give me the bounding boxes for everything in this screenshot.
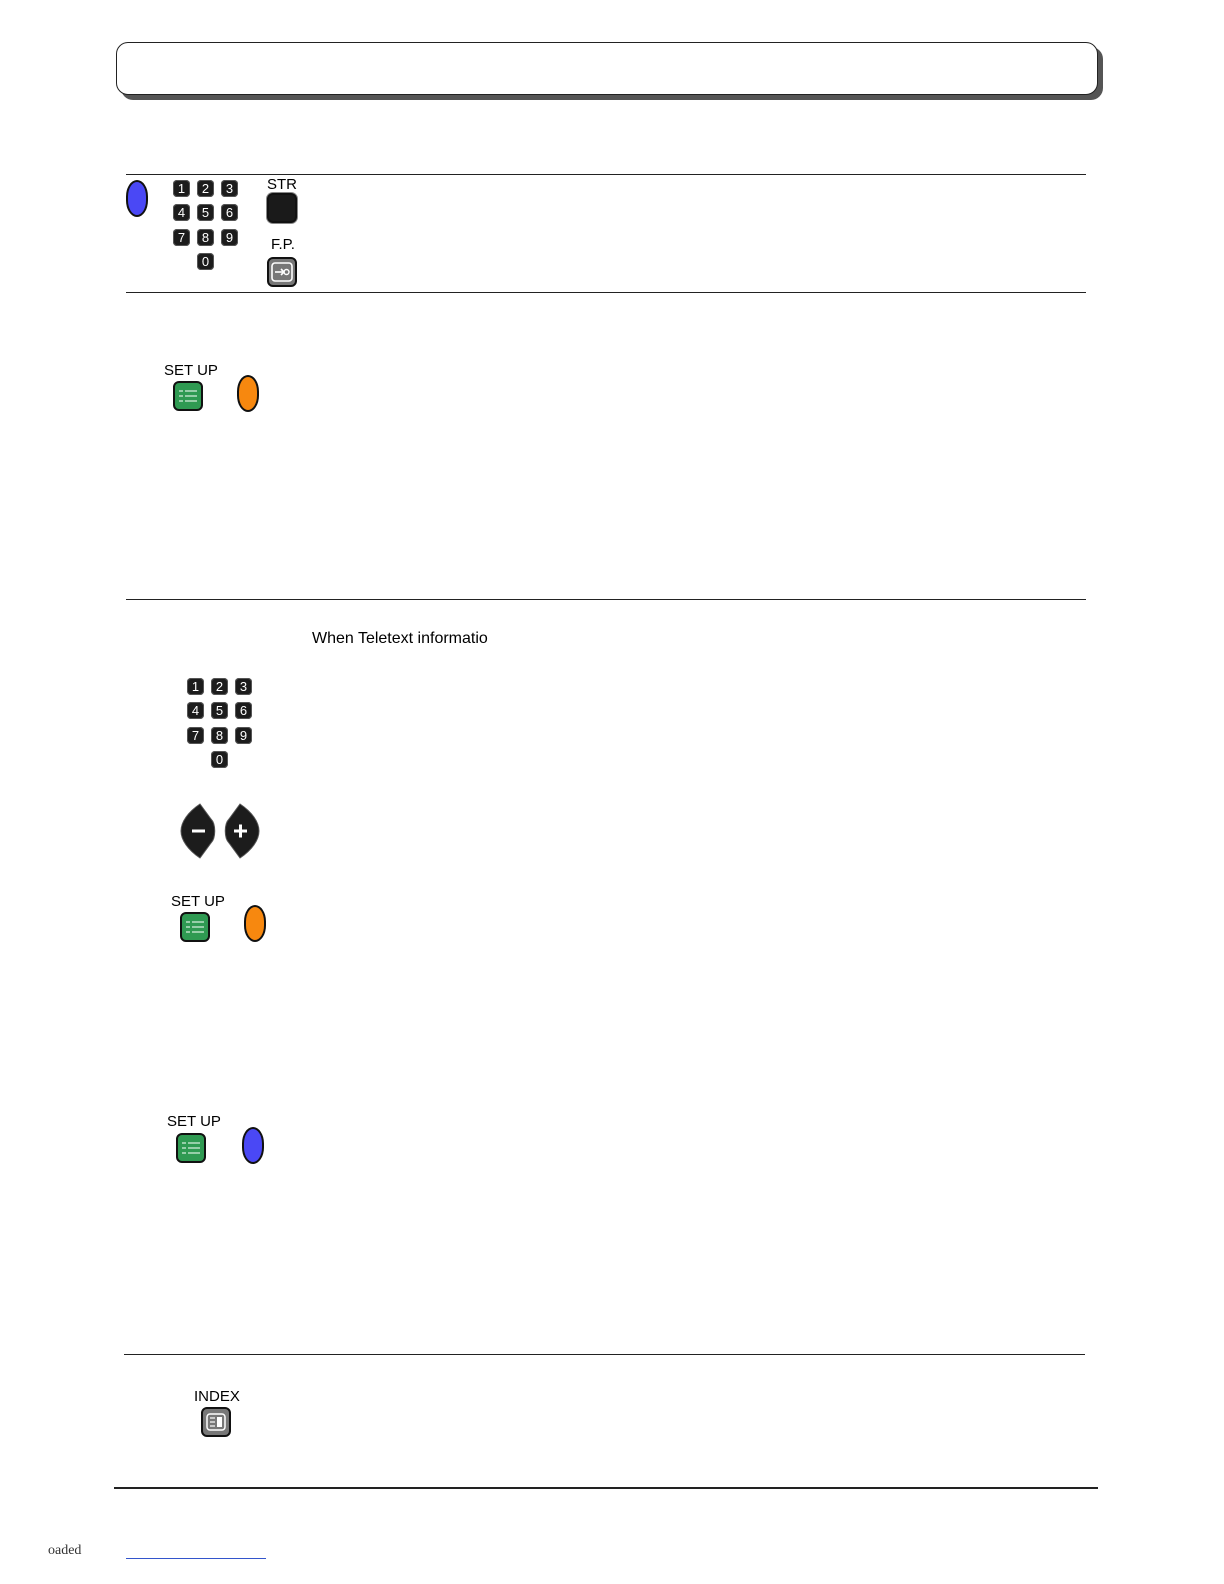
numeric-keypad-icon — [173, 180, 243, 272]
digit-key-6-icon: 6 — [235, 702, 252, 719]
setup-label: SET UP — [171, 893, 225, 910]
digit-key-0-icon: 0 — [197, 253, 214, 270]
setup-label: SET UP — [164, 362, 218, 379]
section-divider — [126, 599, 1086, 600]
fp-label: F.P. — [271, 236, 295, 253]
digit-key-1-icon: 1 — [187, 678, 204, 695]
blue-key-icon — [242, 1127, 264, 1164]
page-title-box — [116, 42, 1098, 95]
digit-key-3-icon: 3 — [235, 678, 252, 695]
digit-key-5-icon: 5 — [211, 702, 228, 719]
footer-text: oaded — [48, 1543, 82, 1558]
blue-key-icon — [126, 180, 148, 217]
digit-key-2-icon: 2 — [211, 678, 228, 695]
digit-key-8-icon: 8 — [211, 727, 228, 744]
section-divider — [126, 292, 1086, 293]
orange-key-icon — [237, 375, 259, 412]
digit-key-4-icon: 4 — [173, 204, 190, 221]
orange-key-icon — [244, 905, 266, 942]
volume-minus-plus-icon — [180, 802, 260, 860]
setup-label: SET UP — [167, 1113, 221, 1130]
footer-rule — [114, 1487, 1098, 1489]
fp-button-icon — [267, 257, 297, 287]
section-divider — [124, 1354, 1085, 1355]
digit-key-6-icon: 6 — [221, 204, 238, 221]
digit-key-9-icon: 9 — [221, 229, 238, 246]
index-button-icon — [201, 1407, 231, 1437]
digit-key-2-icon: 2 — [197, 180, 214, 197]
digit-key-1-icon: 1 — [173, 180, 190, 197]
digit-key-0-icon: 0 — [211, 751, 228, 768]
index-label: INDEX — [194, 1388, 240, 1405]
digit-key-3-icon: 3 — [221, 180, 238, 197]
setup-button-icon — [173, 381, 203, 411]
digit-key-7-icon: 7 — [187, 727, 204, 744]
digit-key-7-icon: 7 — [173, 229, 190, 246]
digit-key-8-icon: 8 — [197, 229, 214, 246]
str-label: STR — [267, 176, 297, 193]
digit-key-9-icon: 9 — [235, 727, 252, 744]
str-button-icon — [267, 193, 297, 223]
digit-key-4-icon: 4 — [187, 702, 204, 719]
section-divider — [126, 174, 1086, 175]
footer-link[interactable] — [126, 1558, 266, 1559]
setup-button-icon — [176, 1133, 206, 1163]
digit-key-5-icon: 5 — [197, 204, 214, 221]
numeric-keypad-icon — [187, 678, 257, 770]
setup-button-icon — [180, 912, 210, 942]
teletext-intro-text: When Teletext informatio — [312, 630, 488, 647]
